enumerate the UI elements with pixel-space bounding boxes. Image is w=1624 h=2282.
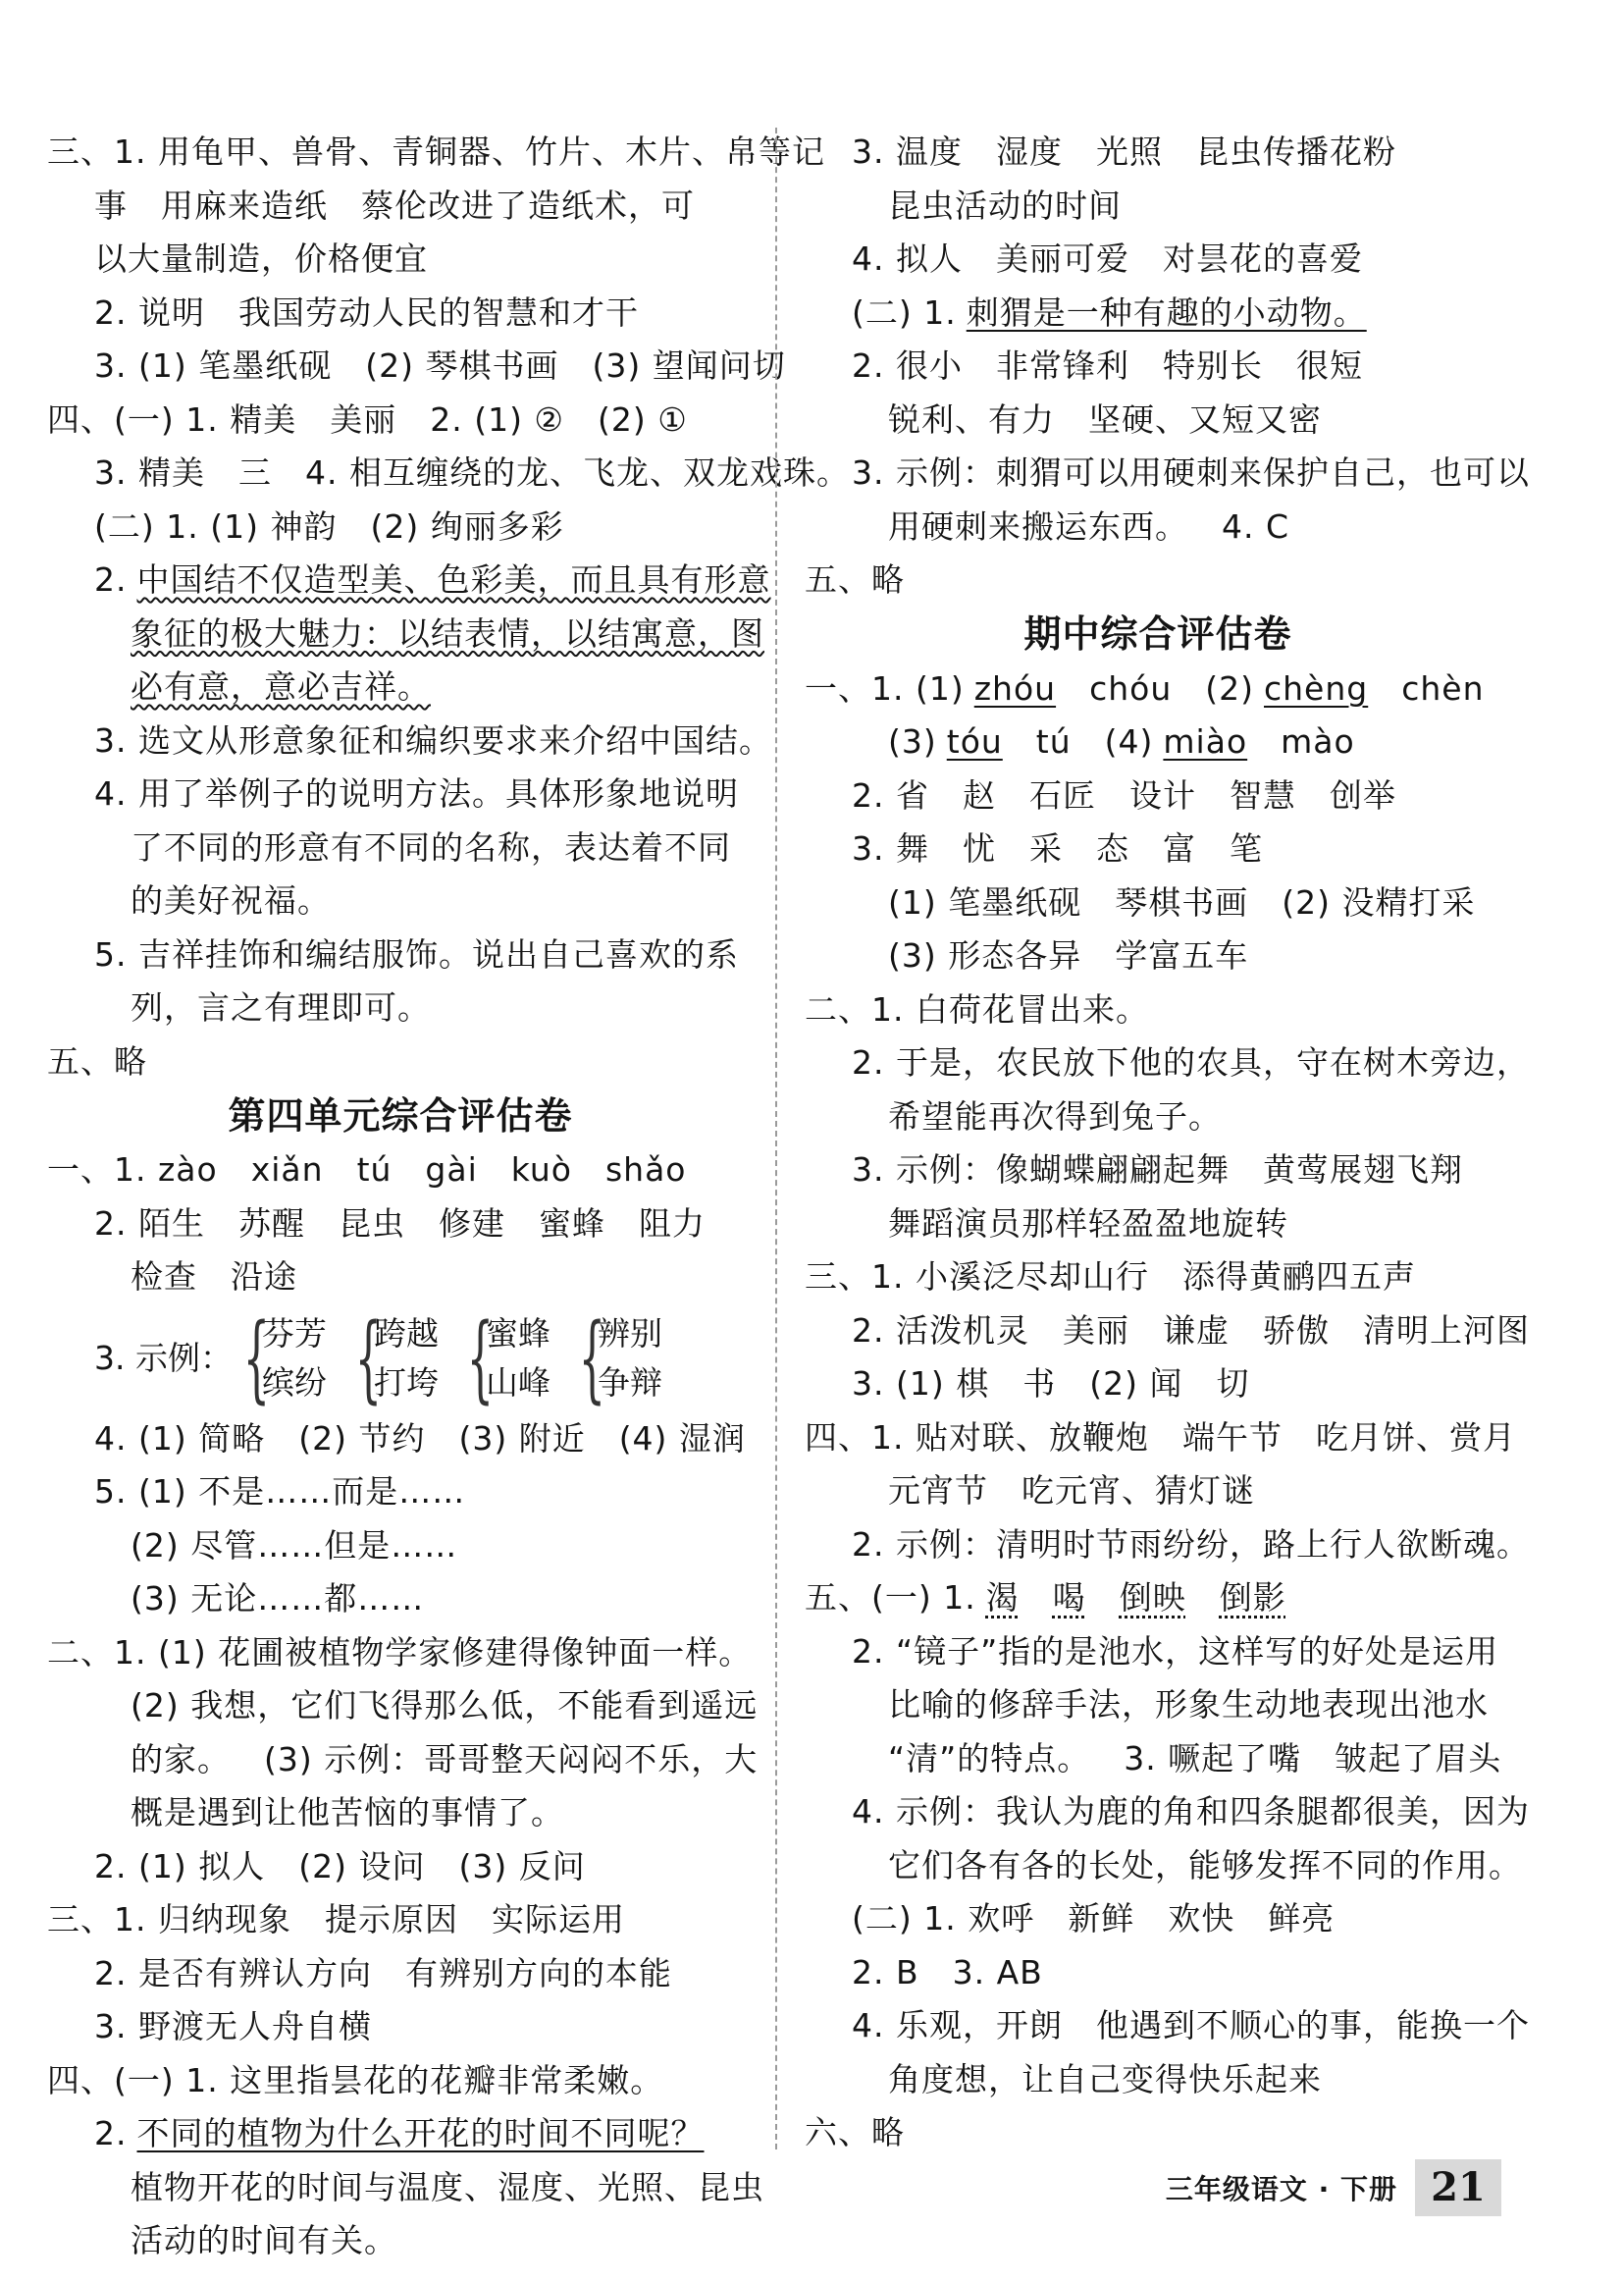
answer-text: 湿度 bbox=[995, 133, 1063, 171]
answer-line bbox=[47, 1786, 754, 1840]
brace-word: 争辩 bbox=[597, 1362, 662, 1402]
answer-text: xiǎn bbox=[250, 1150, 324, 1189]
answer-line bbox=[805, 929, 1511, 983]
answer-text: 二、1. (1) 花圃被植物学家修建得像钟面一样。 bbox=[47, 1632, 753, 1672]
brace-word: 山峰 bbox=[485, 1362, 550, 1402]
answer-line bbox=[47, 982, 754, 1035]
marked-answer-text: 倒影 bbox=[1219, 1578, 1286, 1617]
brace-word: 辨别 bbox=[597, 1313, 662, 1353]
answer-line bbox=[805, 233, 1511, 287]
answer-line bbox=[47, 1893, 754, 1947]
answer-text: 3. 舞 bbox=[852, 829, 929, 868]
brace-pair bbox=[236, 1302, 327, 1413]
answer-text: (3) 附近 bbox=[458, 1418, 586, 1458]
answer-text: 苏醒 bbox=[237, 1203, 305, 1243]
answer-line bbox=[47, 1572, 754, 1626]
answer-text: 2. 说明 bbox=[94, 292, 205, 332]
answer-text: (2) 闻 bbox=[1089, 1364, 1183, 1403]
answer-line bbox=[805, 1304, 1530, 1358]
marked-answer-text: zhóu bbox=[973, 668, 1057, 708]
answer-line bbox=[805, 1999, 1530, 2053]
brace-word: 跨越 bbox=[373, 1313, 439, 1353]
answer-text: 3. 选文从形意象征和编织要求来介绍中国结。 bbox=[94, 720, 772, 760]
answer-text: 五、(一) 1. bbox=[805, 1578, 976, 1617]
answer-text: 笔 bbox=[1229, 829, 1263, 868]
answer-text: (2) 我想，它们飞得那么低，不能看到遥远 bbox=[131, 1686, 759, 1725]
answer-text: 2. 示例：清明时节雨纷纷，路上行人欲断魂。 bbox=[852, 1524, 1530, 1564]
marked-answer-text: 渴 bbox=[985, 1578, 1020, 1617]
marked-answer-text: 不同的植物为什么开花的时间不同呢？ bbox=[136, 2114, 705, 2152]
answer-line bbox=[805, 1625, 1511, 1679]
answer-text: 一、1. (1) bbox=[805, 668, 965, 708]
answer-text: 3. (1) 棋 bbox=[852, 1364, 990, 1403]
answer-line bbox=[47, 1250, 754, 1304]
marked-answer-text: miào bbox=[1163, 722, 1248, 761]
answer-text: 三、1. 用龟甲、兽骨、青铜器、竹片、木片、帛等记 bbox=[47, 133, 825, 171]
answer-line bbox=[47, 2054, 754, 2108]
answer-line bbox=[805, 1518, 1530, 1572]
answer-text: 他遇到不顺心的事，能换一个 bbox=[1095, 2006, 1530, 2044]
answer-text: (二) 1. bbox=[852, 292, 957, 332]
marked-answer-text: 喝 bbox=[1052, 1578, 1086, 1617]
answer-text: 昆虫传播花粉 bbox=[1195, 133, 1396, 171]
answer-text: 检查 bbox=[131, 1257, 197, 1296]
answer-text: 了不同的形意有不同的名称，表达着不同 bbox=[131, 827, 731, 867]
answer-text: 5. 吉祥挂饰和编结服饰。说出自己喜欢的系 bbox=[94, 934, 739, 974]
brace-pair bbox=[348, 1302, 439, 1413]
answer-text: 舞蹈演员那样轻盈盈地旋转 bbox=[888, 1203, 1288, 1243]
answer-text: 我国劳动人民的智慧和才干 bbox=[237, 292, 639, 332]
marked-answer-text: 倒映 bbox=[1119, 1578, 1186, 1617]
answer-text: 列，言之有理即可。 bbox=[131, 988, 431, 1027]
answer-text: 角度想，让自己变得快乐起来 bbox=[888, 2059, 1322, 2098]
marked-answer-text: 中国结不仅造型美、色彩美，而且具有形意 bbox=[136, 560, 771, 599]
answer-line bbox=[47, 126, 825, 180]
answer-text: 黄莺展翅飞翔 bbox=[1262, 1150, 1463, 1189]
answer-text: 修建 bbox=[438, 1203, 505, 1243]
answer-text: 鲜亮 bbox=[1268, 1899, 1336, 1937]
marked-answer-text: 象征的极大魅力：以结表情，以结寓意，图 bbox=[131, 613, 764, 653]
answer-text: 四、1. 贴对联、放鞭炮 bbox=[805, 1417, 1149, 1457]
answer-line bbox=[805, 1732, 1511, 1786]
answer-text: 阻力 bbox=[638, 1203, 706, 1243]
answer-text: (2) 节约 bbox=[298, 1418, 426, 1458]
answer-text: 比喻的修辞手法，形象生动地表现出池水 bbox=[888, 1685, 1489, 1724]
answer-text: 提示原因 bbox=[324, 1900, 458, 1938]
answer-text: (4) 湿润 bbox=[618, 1418, 746, 1458]
answer-text: 一、1. zào bbox=[47, 1150, 218, 1189]
marked-answer-text: tóu bbox=[946, 722, 1003, 761]
answer-text: (3) bbox=[888, 722, 937, 761]
answer-line bbox=[47, 822, 754, 876]
answer-text: kuò bbox=[510, 1150, 572, 1189]
answer-text: (2) 绚丽多彩 bbox=[370, 506, 564, 546]
answer-text: 吃元宵、猜灯谜 bbox=[1022, 1471, 1255, 1510]
section-title bbox=[805, 608, 1511, 663]
answer-text: 三、1. 小溪泛尽却山行 bbox=[805, 1257, 1149, 1296]
answer-text: 2. 省 bbox=[852, 775, 929, 815]
answer-text: 三 bbox=[237, 453, 272, 492]
answer-line bbox=[805, 1839, 1522, 1893]
brace-word: 芬芳 bbox=[261, 1313, 327, 1353]
answer-text: 3. 温度 bbox=[852, 133, 963, 171]
brace-word: 打垮 bbox=[373, 1362, 439, 1402]
answer-text: 光照 bbox=[1095, 133, 1163, 171]
answer-line bbox=[47, 1733, 759, 1787]
answer-line bbox=[47, 608, 764, 662]
answer-text: 3. 示例：刺猬可以用硬刺来保护自己，也可以 bbox=[852, 453, 1530, 492]
answer-text: 2. 于是，农民放下他的农具，守在树木旁边， bbox=[852, 1043, 1530, 1082]
answer-text: 3. 噘起了嘴 bbox=[1124, 1738, 1302, 1778]
answer-line bbox=[805, 1411, 1516, 1465]
answer-text: “清”的特点。 bbox=[888, 1738, 1091, 1778]
answer-line bbox=[47, 2214, 754, 2268]
answer-text: 4. 拟人 bbox=[852, 239, 963, 278]
answer-line bbox=[47, 715, 772, 769]
answer-text: (2) 尽管……但是…… bbox=[131, 1525, 458, 1565]
answer-text: 植物开花的时间与温度、湿度、光照、昆虫 bbox=[131, 2167, 764, 2206]
answer-line bbox=[47, 447, 850, 501]
answer-text: shǎo bbox=[604, 1150, 687, 1189]
answer-text: 4. C bbox=[1222, 506, 1290, 546]
answer-text: 元宵节 bbox=[888, 1471, 988, 1510]
answer-text: 蔡伦改进了造纸术，可 bbox=[361, 186, 695, 225]
answer-line bbox=[805, 1250, 1511, 1304]
answer-line bbox=[47, 2000, 754, 2054]
answer-text: 书 bbox=[1022, 1364, 1057, 1403]
answer-text: 4. (1) 简略 bbox=[94, 1418, 266, 1458]
answer-text: 美丽 bbox=[1062, 1310, 1129, 1350]
answer-line bbox=[47, 929, 754, 982]
answer-text: 美丽 bbox=[330, 399, 397, 439]
answer-text: (3) 望闻问切 bbox=[592, 346, 786, 385]
brace-group bbox=[47, 1304, 754, 1412]
answer-line bbox=[805, 1785, 1530, 1839]
answer-text: (2) 琴棋书画 bbox=[365, 346, 559, 385]
answer-text: (2) bbox=[1205, 668, 1254, 708]
answer-text: 它们各有各的长处，能够发挥不同的作用。 bbox=[888, 1845, 1522, 1884]
answer-line bbox=[47, 1412, 754, 1466]
answer-text: (3) 形态各异 bbox=[888, 936, 1082, 975]
answer-text: 第四单元综合评估卷 bbox=[228, 1093, 573, 1138]
answer-text: 谦虚 bbox=[1162, 1310, 1230, 1350]
answer-line bbox=[805, 554, 1511, 608]
answer-line bbox=[47, 1143, 754, 1197]
answer-text: 新鲜 bbox=[1068, 1899, 1135, 1937]
answer-text: chèn bbox=[1401, 668, 1485, 708]
answer-line bbox=[805, 1464, 1511, 1518]
answer-text: 对昙花的喜爱 bbox=[1162, 239, 1363, 278]
answer-line bbox=[47, 501, 754, 555]
answer-line bbox=[47, 661, 754, 715]
answer-line bbox=[47, 340, 786, 394]
answer-line bbox=[805, 1090, 1511, 1144]
brace-word: 蜜蜂 bbox=[485, 1313, 550, 1353]
answer-text: chóu bbox=[1089, 668, 1173, 708]
brace-pair bbox=[572, 1302, 662, 1413]
answer-text: (3) 反问 bbox=[458, 1846, 586, 1885]
answer-line bbox=[805, 770, 1511, 823]
brace-prefix: 3. 示例： bbox=[94, 1338, 233, 1377]
answer-line bbox=[805, 180, 1511, 234]
answer-text: 用硬刺来搬运东西。 bbox=[888, 506, 1188, 546]
answer-line bbox=[47, 1679, 759, 1733]
answer-line bbox=[47, 1626, 754, 1680]
answer-text: 2. bbox=[94, 560, 128, 599]
answer-text: 2. (1) 拟人 bbox=[94, 1846, 266, 1885]
answer-text: 五、略 bbox=[47, 1041, 147, 1081]
answer-text: 2. bbox=[94, 2114, 128, 2152]
answer-line bbox=[805, 1892, 1511, 1946]
answer-text: 清明上河图 bbox=[1362, 1310, 1530, 1350]
answer-text: 5. (1) 不是……而是…… bbox=[94, 1472, 466, 1511]
marked-answer-text: 刺猬是一种有趣的小动物。 bbox=[966, 292, 1367, 332]
answer-text: (4) bbox=[1104, 722, 1154, 761]
brace-pair bbox=[460, 1302, 550, 1413]
right-column bbox=[805, 126, 1530, 2160]
answer-line bbox=[805, 447, 1530, 501]
answer-text: 3. 示例：像蝴蝶翩翩起舞 bbox=[852, 1150, 1230, 1189]
answer-text: 赵 bbox=[962, 775, 996, 815]
answer-line bbox=[47, 1035, 754, 1089]
answer-line bbox=[47, 1465, 754, 1519]
answer-line bbox=[805, 394, 1511, 448]
footer-label: 三年级语文 · 下册 bbox=[1165, 2173, 1397, 2205]
answer-text: 设计 bbox=[1128, 775, 1196, 815]
answer-text: 2. B bbox=[852, 1952, 919, 1991]
section-title bbox=[47, 1088, 754, 1143]
answer-line bbox=[47, 2161, 764, 2215]
answer-text: mào bbox=[1281, 722, 1355, 761]
answer-text: 非常锋利 bbox=[995, 346, 1129, 385]
answer-text: 4. 乐观，开朗 bbox=[852, 2006, 1063, 2044]
answer-text: 2. 是否有辨认方向 bbox=[94, 1953, 372, 1992]
answer-text: 活动的时间有关。 bbox=[131, 2221, 397, 2259]
answer-text: 学富五车 bbox=[1115, 936, 1249, 975]
answer-text: tú bbox=[356, 1150, 393, 1189]
answer-text: 特别长 bbox=[1162, 346, 1263, 385]
answer-line bbox=[47, 233, 754, 287]
answer-text: (2) ① bbox=[598, 399, 688, 439]
answer-line bbox=[47, 1197, 754, 1251]
answer-line bbox=[805, 287, 1511, 341]
answer-line bbox=[47, 875, 754, 929]
answer-line bbox=[805, 1036, 1530, 1090]
answer-text: 4. 示例：我认为鹿的角和四条腿都很美，因为 bbox=[852, 1792, 1530, 1831]
answer-text: (二) 1. (1) 神韵 bbox=[94, 506, 338, 546]
answer-text: 态 bbox=[1095, 829, 1129, 868]
answer-text: 的美好祝福。 bbox=[131, 881, 331, 920]
answer-text: 的家。 bbox=[131, 1739, 231, 1778]
answer-text: 忧 bbox=[962, 829, 996, 868]
answer-text: tú bbox=[1035, 722, 1072, 761]
left-brace-icon: { bbox=[354, 1302, 383, 1413]
answer-line bbox=[47, 1519, 754, 1573]
answer-line bbox=[805, 2053, 1511, 2107]
answer-text: 2. “镜子”指的是池水，这样写的好处是运用 bbox=[852, 1631, 1499, 1671]
answer-text: (二) 1. 欢呼 bbox=[852, 1899, 1035, 1937]
answer-text: 4. 用了举例子的说明方法。具体形象地说明 bbox=[94, 774, 739, 813]
answer-line bbox=[805, 983, 1511, 1037]
answer-text: 创举 bbox=[1329, 775, 1396, 815]
answer-line bbox=[47, 554, 771, 608]
answer-text: 3. 野渡无人舟自横 bbox=[94, 2007, 372, 2045]
answer-text: 骄傲 bbox=[1262, 1310, 1330, 1350]
marked-answer-text: chèng bbox=[1264, 668, 1369, 708]
page-number: 21 bbox=[1415, 2159, 1501, 2216]
marked-answer-text: 必有意，意必吉祥。 bbox=[131, 667, 431, 706]
answer-text: 很短 bbox=[1295, 346, 1363, 385]
answer-text: 采 bbox=[1028, 829, 1063, 868]
answer-text: 切 bbox=[1216, 1364, 1250, 1403]
answer-text: (2) 没精打采 bbox=[1282, 882, 1476, 922]
answer-text: 概是遇到让他苦恼的事情了。 bbox=[131, 1793, 564, 1831]
answer-text: 2. (1) ② bbox=[430, 399, 565, 439]
left-brace-icon: { bbox=[578, 1302, 606, 1413]
answer-text: 3. AB bbox=[952, 1952, 1043, 1991]
answer-line bbox=[47, 2107, 754, 2161]
answer-text: 期中综合评估卷 bbox=[1023, 612, 1292, 657]
answer-text: 锐利、有力 bbox=[888, 399, 1055, 439]
answer-text: 四、(一) 1. 精美 bbox=[47, 399, 297, 439]
answer-line bbox=[805, 1571, 1511, 1625]
answer-text: 蜜蜂 bbox=[538, 1203, 605, 1243]
answer-text: 四、(一) 1. 这里指昙花的花瓣非常柔嫩。 bbox=[47, 2060, 664, 2099]
answer-text: 添得黄鹂四五声 bbox=[1181, 1257, 1416, 1296]
answer-line bbox=[805, 716, 1511, 770]
answer-line bbox=[805, 2106, 1511, 2160]
answer-text: 美丽可爱 bbox=[995, 239, 1129, 278]
answer-text: 坚硬、又短又密 bbox=[1088, 399, 1322, 439]
answer-text: 琴棋书画 bbox=[1115, 882, 1249, 922]
answer-text: 六、略 bbox=[805, 2113, 905, 2151]
answer-text: (2) 设问 bbox=[298, 1846, 426, 1885]
answer-line bbox=[47, 1840, 754, 1894]
answer-line bbox=[805, 340, 1511, 394]
answer-text: 沿途 bbox=[231, 1257, 297, 1296]
answer-line bbox=[47, 287, 754, 341]
answer-text: 2. 活泼机灵 bbox=[852, 1310, 1029, 1350]
answer-text: 二、1. 白荷花冒出来。 bbox=[805, 989, 1149, 1029]
answer-line bbox=[805, 1197, 1511, 1251]
answer-text: 4. 相互缠绕的龙、飞龙、双龙戏珠。 bbox=[304, 453, 850, 492]
answer-line bbox=[805, 126, 1511, 180]
answer-line bbox=[805, 876, 1511, 930]
answer-text: 五、略 bbox=[805, 560, 905, 599]
page-footer bbox=[1166, 2159, 1501, 2216]
answer-line bbox=[47, 394, 754, 448]
answer-text: (3) 无论……都…… bbox=[131, 1579, 425, 1618]
answer-text: 以大量制造，价格便宜 bbox=[94, 239, 428, 278]
answer-text: 三、1. 归纳现象 bbox=[47, 1900, 291, 1938]
answer-text: gài bbox=[425, 1150, 478, 1189]
answer-line bbox=[805, 501, 1511, 555]
answer-text: 3. (1) 笔墨纸砚 bbox=[94, 346, 333, 385]
answer-text: 昆虫 bbox=[338, 1203, 405, 1243]
answer-line bbox=[47, 180, 754, 234]
brace-word: 缤纷 bbox=[261, 1362, 327, 1402]
answer-line bbox=[47, 1947, 754, 2001]
answer-text: 富 bbox=[1162, 829, 1196, 868]
answer-text: 用麻来造纸 bbox=[161, 186, 328, 225]
answer-line bbox=[805, 1678, 1511, 1732]
answer-line bbox=[805, 663, 1511, 716]
left-brace-icon: { bbox=[242, 1302, 271, 1413]
answer-line bbox=[805, 1946, 1511, 2000]
answer-text: 实际运用 bbox=[491, 1900, 625, 1938]
answer-text: 3. 精美 bbox=[94, 453, 205, 492]
answer-text: 石匠 bbox=[1028, 775, 1096, 815]
answer-text: 2. 陌生 bbox=[94, 1203, 205, 1243]
answer-text: (3) 示例：哥哥整天闷闷不乐，大 bbox=[264, 1739, 759, 1778]
left-column bbox=[47, 126, 850, 2268]
answer-text: 吃月饼、赏月 bbox=[1315, 1417, 1516, 1457]
answer-text: 端午节 bbox=[1181, 1417, 1283, 1457]
answer-text: 事 bbox=[94, 186, 128, 225]
answer-text: 2. 很小 bbox=[852, 346, 963, 385]
answer-text: 欢快 bbox=[1168, 1899, 1235, 1937]
answer-line bbox=[805, 1357, 1511, 1411]
answer-text: 有辨别方向的本能 bbox=[404, 1953, 672, 1992]
answer-text: 皱起了眉头 bbox=[1335, 1738, 1502, 1778]
answer-text: 智慧 bbox=[1229, 775, 1296, 815]
answer-line bbox=[47, 768, 754, 822]
answer-line bbox=[805, 823, 1511, 876]
answer-text: 希望能再次得到兔子。 bbox=[888, 1096, 1222, 1136]
answer-text: 昆虫活动的时间 bbox=[888, 186, 1122, 225]
answer-text: (1) 笔墨纸砚 bbox=[888, 882, 1082, 922]
column-divider bbox=[775, 128, 777, 2149]
answer-line bbox=[805, 1143, 1511, 1197]
left-brace-icon: { bbox=[466, 1302, 495, 1413]
